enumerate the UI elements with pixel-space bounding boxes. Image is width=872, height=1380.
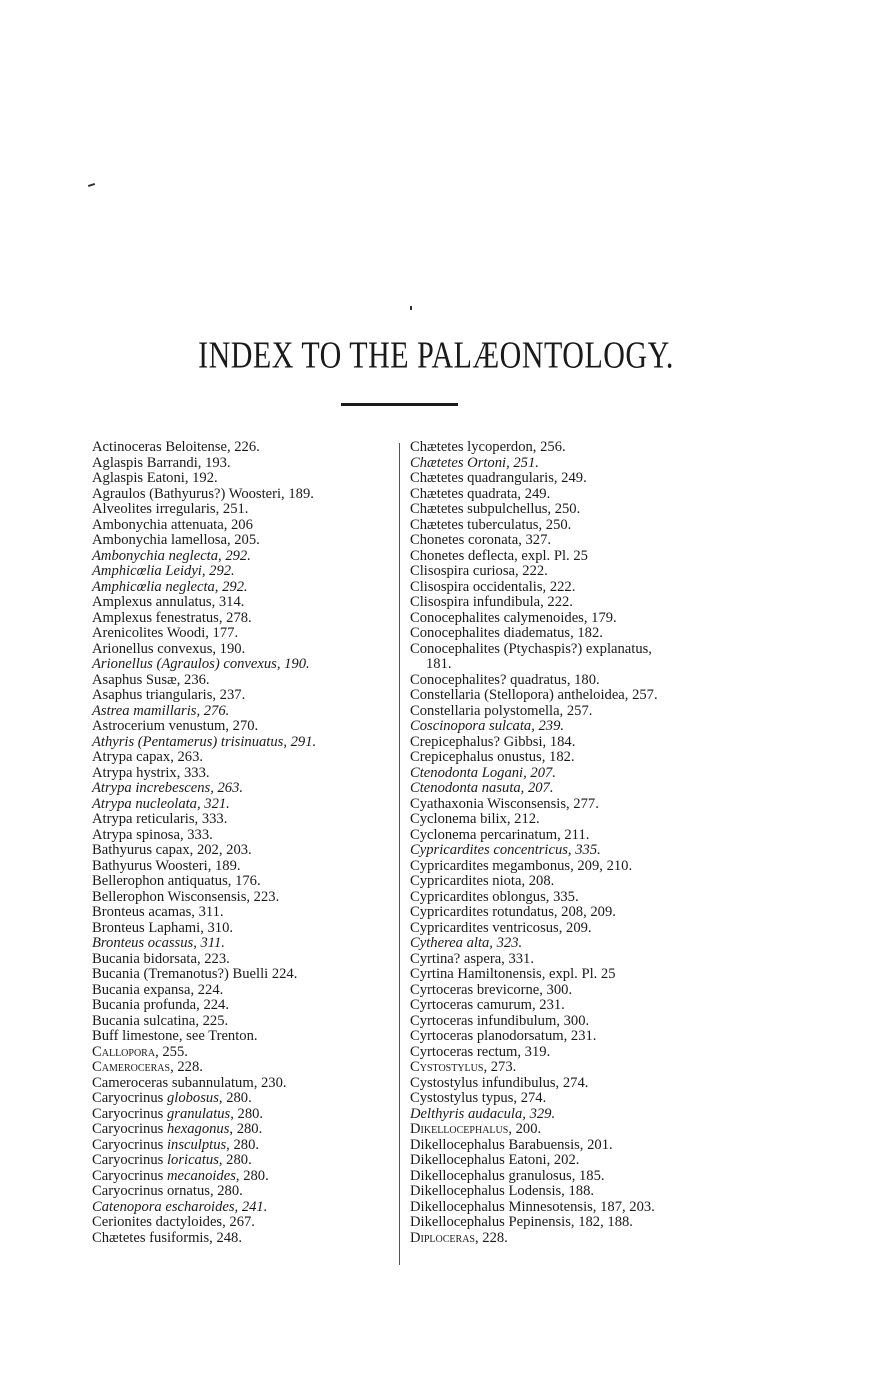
index-entry: Chætetes tuberculatus, 250. bbox=[410, 516, 572, 533]
index-entry-page: , 280. bbox=[226, 1136, 260, 1153]
index-entry-page: , 280. bbox=[230, 1105, 264, 1122]
index-entry: Ambonychia attenuata, 206 bbox=[92, 516, 253, 533]
index-entry: Bucania sulcatina, 225. bbox=[92, 1012, 229, 1029]
index-entry: Cyrtina? aspera, 331. bbox=[410, 950, 535, 967]
index-entry: Chætetes quadrangularis, 249. bbox=[410, 470, 587, 486]
index-entry: Chætetes fusiformis, 248. bbox=[92, 1229, 242, 1246]
index-entry bbox=[92, 1169, 392, 1185]
index-entry: Clisospira infundibula, 222. bbox=[410, 594, 573, 610]
index-entry: Crepicephalus onustus, 182. bbox=[410, 749, 575, 765]
index-entry: Conocephalites (Ptychaspis?) explanatus, bbox=[410, 640, 652, 657]
index-entry: Cyrtoceras rectum, 319. bbox=[410, 1043, 551, 1060]
index-entry: Cystostylus infundibulus, 274. bbox=[410, 1074, 589, 1091]
index-entry: Chonetes coronata, 327. bbox=[410, 532, 552, 548]
index-entry-species: loricatus bbox=[166, 1152, 219, 1168]
index-entry bbox=[92, 1107, 392, 1123]
index-entry: Buff limestone, see Trenton. bbox=[92, 1028, 258, 1044]
index-entry: Conocephalites? quadratus, 180. bbox=[410, 671, 600, 688]
index-entry: Bronteus acamas, 311. bbox=[92, 904, 224, 920]
index-entry: Dikellocephalus Eatoni, 202. bbox=[410, 1152, 580, 1168]
index-entry: Chætetes Ortoni, 251. bbox=[410, 454, 539, 471]
index-entry-genus: Caryocrinus bbox=[92, 1136, 167, 1153]
index-entry: Constellaria polystomella, 257. bbox=[410, 702, 593, 719]
index-entry-species: granulatus bbox=[166, 1105, 231, 1122]
index-entry: Cyrtoceras brevicorne, 300. bbox=[410, 981, 573, 998]
index-entry bbox=[92, 1122, 392, 1138]
index-entry: Amphicœlia neglecta, 292. bbox=[92, 578, 248, 595]
index-entry bbox=[92, 1153, 392, 1169]
index-entry: Cypricardites ventricosus, 209. bbox=[410, 919, 592, 936]
index-entry-page: , 280. bbox=[218, 1152, 252, 1168]
index-entry: Cyrtoceras planodorsatum, 231. bbox=[410, 1028, 597, 1044]
index-entry: Alveolites irregularis, 251. bbox=[92, 501, 249, 517]
index-entry: Cypricardites rotundatus, 208, 209. bbox=[410, 904, 616, 920]
index-entry: Chonetes deflecta, expl. Pl. 25 bbox=[410, 547, 588, 564]
index-entry: Caryocrinus ornatus, 280. bbox=[92, 1183, 243, 1199]
index-entry: Ctenodonta Logani, 207. bbox=[410, 764, 556, 781]
index-entry: Amphicœlia Leidyi, 292. bbox=[92, 563, 235, 579]
index-entry: Asaphus triangularis, 237. bbox=[92, 687, 246, 703]
index-entry: Cerionites dactyloides, 267. bbox=[92, 1214, 255, 1230]
index-entry: Chætetes quadrata, 249. bbox=[410, 485, 551, 502]
index-entry-genus: Caryocrinus bbox=[92, 1090, 167, 1106]
index-entry: Conocephalites calymenoides, 179. bbox=[410, 609, 617, 626]
index-entry: Dikellocephalus granulosus, 185. bbox=[410, 1167, 605, 1184]
title-rule bbox=[341, 403, 458, 406]
index-entry: Dikellocephalus Barabuensis, 201. bbox=[410, 1136, 613, 1153]
index-entry: Chætetes lycoperdon, 256. bbox=[410, 439, 566, 455]
index-entry: Amplexus fenestratus, 278. bbox=[92, 609, 252, 626]
index-entry: Constellaria (Stellopora) antheloidea, 257. bbox=[410, 687, 658, 703]
index-entry-genus: Caryocrinus bbox=[92, 1152, 167, 1168]
index-entry: Bucania profunda, 224. bbox=[92, 997, 229, 1013]
index-entry: Ambonychia neglecta, 292. bbox=[92, 547, 251, 564]
index-entry: Atrypa spinosa, 333. bbox=[92, 826, 213, 843]
index-entry: Cyrtoceras infundibulum, 300. bbox=[410, 1012, 590, 1029]
index-entry: Callopora, 255. bbox=[92, 1043, 188, 1060]
index-entry: Bellerophon antiquatus, 176. bbox=[92, 873, 261, 889]
index-entry: Asaphus Susæ, 236. bbox=[92, 671, 210, 688]
index-entry-page: , 280. bbox=[235, 1167, 269, 1184]
index-entry-species: mecanoides bbox=[166, 1167, 236, 1184]
index-entry: Bronteus ocassus, 311. bbox=[92, 935, 225, 951]
index-entry: Crepicephalus? Gibbsi, 184. bbox=[410, 733, 576, 750]
index-entry: Aglaspis Barrandi, 193. bbox=[92, 454, 231, 471]
index-entry-genus: Caryocrinus bbox=[92, 1121, 167, 1137]
index-entry: Bellerophon Wisconsensis, 223. bbox=[92, 888, 280, 905]
index-entry: Diploceras, 228. bbox=[410, 1229, 508, 1246]
index-entry: Dikellocephalus, 200. bbox=[410, 1121, 542, 1137]
index-entry: Actinoceras Beloitense, 226. bbox=[92, 439, 260, 455]
index-column-right bbox=[410, 440, 730, 1246]
index-entry: Amplexus annulatus, 314. bbox=[92, 594, 245, 610]
index-entry: Arenicolites Woodi, 177. bbox=[92, 625, 239, 641]
index-entry: Bucania expansa, 224. bbox=[92, 981, 224, 998]
index-entry-genus: Caryocrinus bbox=[92, 1167, 167, 1184]
index-entry: Cyrtoceras camurum, 231. bbox=[410, 997, 565, 1013]
index-entry-page: , 280. bbox=[229, 1121, 263, 1137]
index-entry: Bucania (Tremanotus?) Buelli 224. bbox=[92, 966, 298, 982]
index-entry: Agraulos (Bathyurus?) Woosteri, 189. bbox=[92, 485, 314, 502]
index-entry: Cameroceras subannulatum, 230. bbox=[92, 1074, 287, 1091]
index-entry: Chætetes subpulchellus, 250. bbox=[410, 501, 581, 517]
index-entry: Cytherea alta, 323. bbox=[410, 935, 523, 951]
index-entry: Catenopora escharoides, 241. bbox=[92, 1198, 268, 1215]
index-entry-page: , 280. bbox=[218, 1090, 252, 1106]
index-entry-species: insculptus bbox=[166, 1136, 227, 1153]
index-entry: Cypricardites concentricus, 335. bbox=[410, 842, 601, 858]
index-entry: Atrypa increbescens, 263. bbox=[92, 780, 244, 796]
index-entry: Cyclonema percarinatum, 211. bbox=[410, 826, 590, 843]
index-entry: Cyclonema bilix, 212. bbox=[410, 811, 540, 827]
index-entry-species: globosus bbox=[166, 1090, 219, 1106]
index-entry: Aglaspis Eatoni, 192. bbox=[92, 470, 218, 486]
index-entry: Astrea mamillaris, 276. bbox=[92, 702, 230, 719]
index-entry: Atrypa reticularis, 333. bbox=[92, 811, 228, 827]
index-entry bbox=[92, 1091, 392, 1107]
index-entry: Cyathaxonia Wisconsensis, 277. bbox=[410, 795, 599, 812]
index-entry: Cyrtina Hamiltonensis, expl. Pl. 25 bbox=[410, 966, 616, 982]
index-entry: Atrypa nucleolata, 321. bbox=[92, 795, 230, 812]
index-entry: Coscinopora sulcata, 239. bbox=[410, 718, 565, 734]
index-entry: Atrypa capax, 263. bbox=[92, 749, 204, 765]
column-divider bbox=[399, 443, 400, 1265]
index-entry: Clisospira occidentalis, 222. bbox=[410, 578, 576, 595]
index-entry: Clisospira curiosa, 222. bbox=[410, 563, 548, 579]
index-entry: Bathyurus capax, 202, 203. bbox=[92, 842, 252, 858]
index-entry: Delthyris audacula, 329. bbox=[410, 1105, 556, 1122]
index-entry: Bronteus Laphami, 310. bbox=[92, 919, 234, 936]
index-column-left bbox=[92, 440, 392, 1246]
index-entry: Cypricardites megambonus, 209, 210. bbox=[410, 857, 633, 874]
index-entry: Bathyurus Woosteri, 189. bbox=[92, 857, 241, 874]
index-entry: Arionellus convexus, 190. bbox=[92, 640, 246, 657]
index-entry: Ctenodonta nasuta, 207. bbox=[410, 780, 554, 796]
ink-speck bbox=[88, 183, 95, 187]
index-entry: Conocephalites diadematus, 182. bbox=[410, 625, 603, 641]
index-entry bbox=[92, 1138, 392, 1154]
index-entry: 181. bbox=[426, 656, 452, 672]
index-entry: Dikellocephalus Lodensis, 188. bbox=[410, 1183, 595, 1199]
index-entry: Athyris (Pentamerus) trisinuatus, 291. bbox=[92, 733, 317, 750]
index-entry: Bucania bidorsata, 223. bbox=[92, 950, 230, 967]
index-entry: Cameroceras, 228. bbox=[92, 1059, 203, 1075]
index-entry-species: hexagonus bbox=[166, 1121, 230, 1137]
index-entry: Cypricardites oblongus, 335. bbox=[410, 888, 579, 905]
index-entry: Ambonychia lamellosa, 205. bbox=[92, 532, 260, 548]
index-entry: Cystostylus typus, 274. bbox=[410, 1090, 547, 1106]
index-entry-genus: Caryocrinus bbox=[92, 1105, 167, 1122]
index-entry: Atrypa hystrix, 333. bbox=[92, 764, 210, 781]
index-entry: Cystostylus, 273. bbox=[410, 1059, 517, 1075]
index-entry: Dikellocephalus Minnesotensis, 187, 203. bbox=[410, 1198, 655, 1215]
ink-speck bbox=[410, 306, 412, 310]
index-entry: Cypricardites niota, 208. bbox=[410, 873, 555, 889]
index-entry: Astrocerium venustum, 270. bbox=[92, 718, 259, 734]
index-entry: Dikellocephalus Pepinensis, 182, 188. bbox=[410, 1214, 633, 1230]
page-title: INDEX TO THE PALÆONTOLOGY. bbox=[198, 334, 674, 377]
index-entry: Arionellus (Agraulos) convexus, 190. bbox=[92, 656, 310, 672]
